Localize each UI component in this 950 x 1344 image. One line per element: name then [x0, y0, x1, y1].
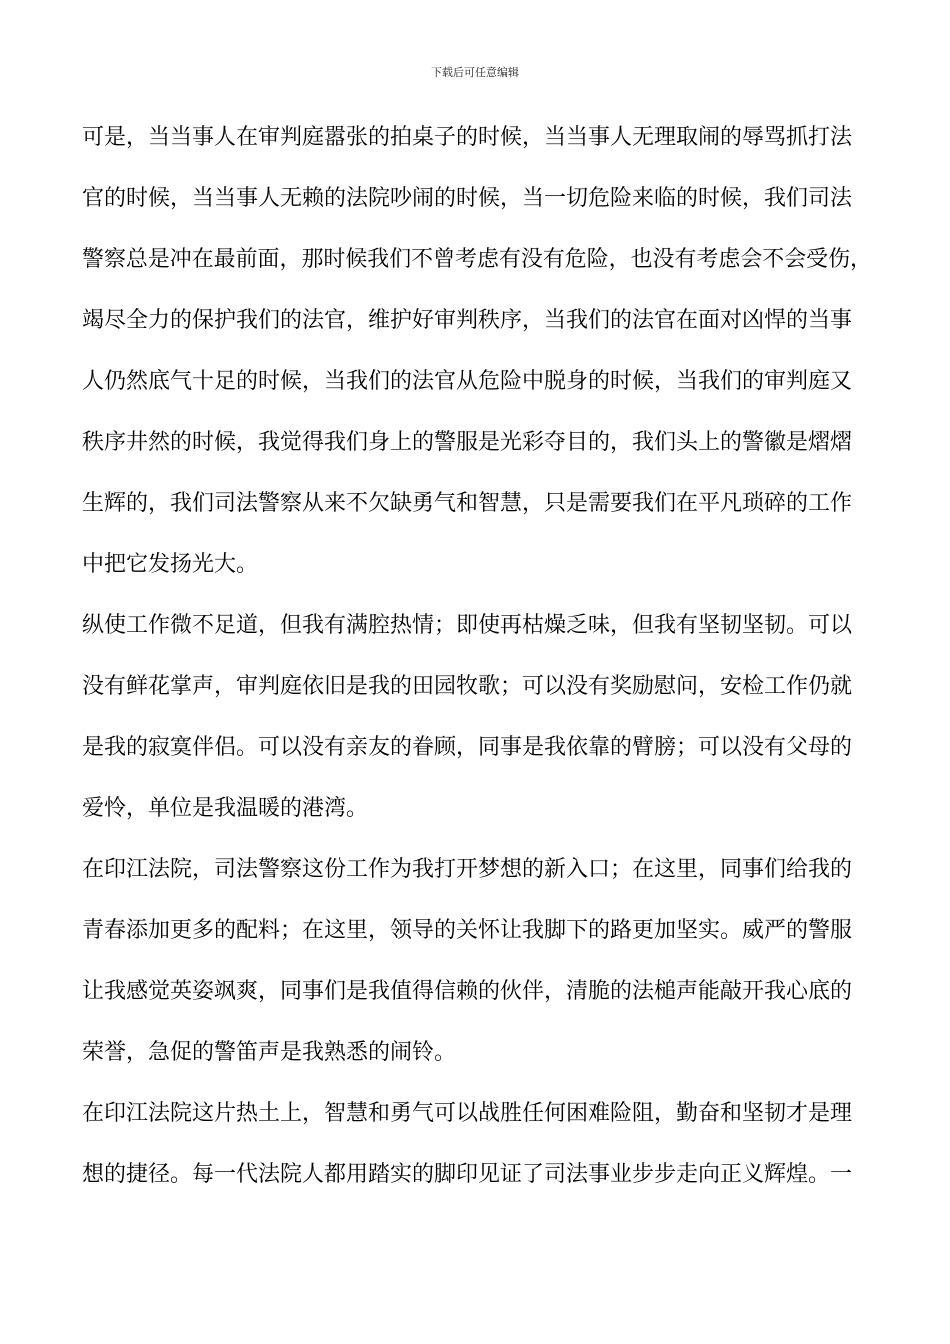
text-line: 荣誉，急促的警笛声是我熟悉的闹铃。	[82, 1040, 457, 1065]
paragraph	[82, 850, 872, 1094]
text-line: 警察总是冲在最前面，那时候我们不曾考虑有没有危险，也没有考虑会不会受伤，	[82, 247, 873, 272]
text-line: 官的时候，当当事人无赖的法院吵闹的时候，当一切危险来临的时候，我们司法	[82, 186, 853, 211]
page-header: 下载后可任意编辑	[431, 66, 519, 79]
text-line: 在印江法院这片热土上，智慧和勇气可以战胜任何困难险阻，勤奋和坚韧才是理	[82, 1101, 853, 1126]
text-line: 可是，当当事人在审判庭嚣张的拍桌子的时候，当当事人无理取闹的辱骂抓打法	[82, 125, 853, 150]
text-line: 青春添加更多的配料；在这里，领导的关怀让我脚下的路更加坚实。威严的警服	[82, 918, 853, 943]
text-line: 是我的寂寞伴侣。可以没有亲友的眷顾，同事是我依靠的臂膀；可以没有父母的	[82, 735, 853, 760]
text-line: 生辉的，我们司法警察从来不欠缺勇气和智慧，只是需要我们在平凡琐碎的工作	[82, 491, 853, 516]
paragraph	[82, 1094, 872, 1216]
text-line: 纵使工作微不足道，但我有满腔热情；即使再枯燥乏味，但我有坚韧坚韧。可以	[82, 613, 853, 638]
document-body	[82, 118, 872, 1216]
paragraph	[82, 118, 872, 606]
text-line: 爱怜，单位是我温暖的港湾。	[82, 796, 369, 821]
paragraph	[82, 606, 872, 850]
text-line: 想的捷径。每一代法院人都用踏实的脚印见证了司法事业步步走向正义辉煌。一	[82, 1162, 853, 1187]
text-line: 竭尽全力的保护我们的法官，维护好审判秩序，当我们的法官在面对凶悍的当事	[82, 308, 853, 333]
text-line: 在印江法院，司法警察这份工作为我打开梦想的新入口；在这里，同事们给我的	[82, 857, 853, 882]
text-line: 人仍然底气十足的时候，当我们的法官从危险中脱身的时候，当我们的审判庭又	[82, 369, 853, 394]
text-line: 让我感觉英姿飒爽，同事们是我值得信赖的伙伴，清脆的法槌声能敲开我心底的	[82, 979, 853, 1004]
text-line: 中把它发扬光大。	[82, 552, 259, 577]
text-line: 秩序井然的时候，我觉得我们身上的警服是光彩夺目的，我们头上的警徽是熠熠	[82, 430, 853, 455]
text-line: 没有鲜花掌声，审判庭依旧是我的田园牧歌；可以没有奖励慰问，安检工作仍就	[82, 674, 853, 699]
